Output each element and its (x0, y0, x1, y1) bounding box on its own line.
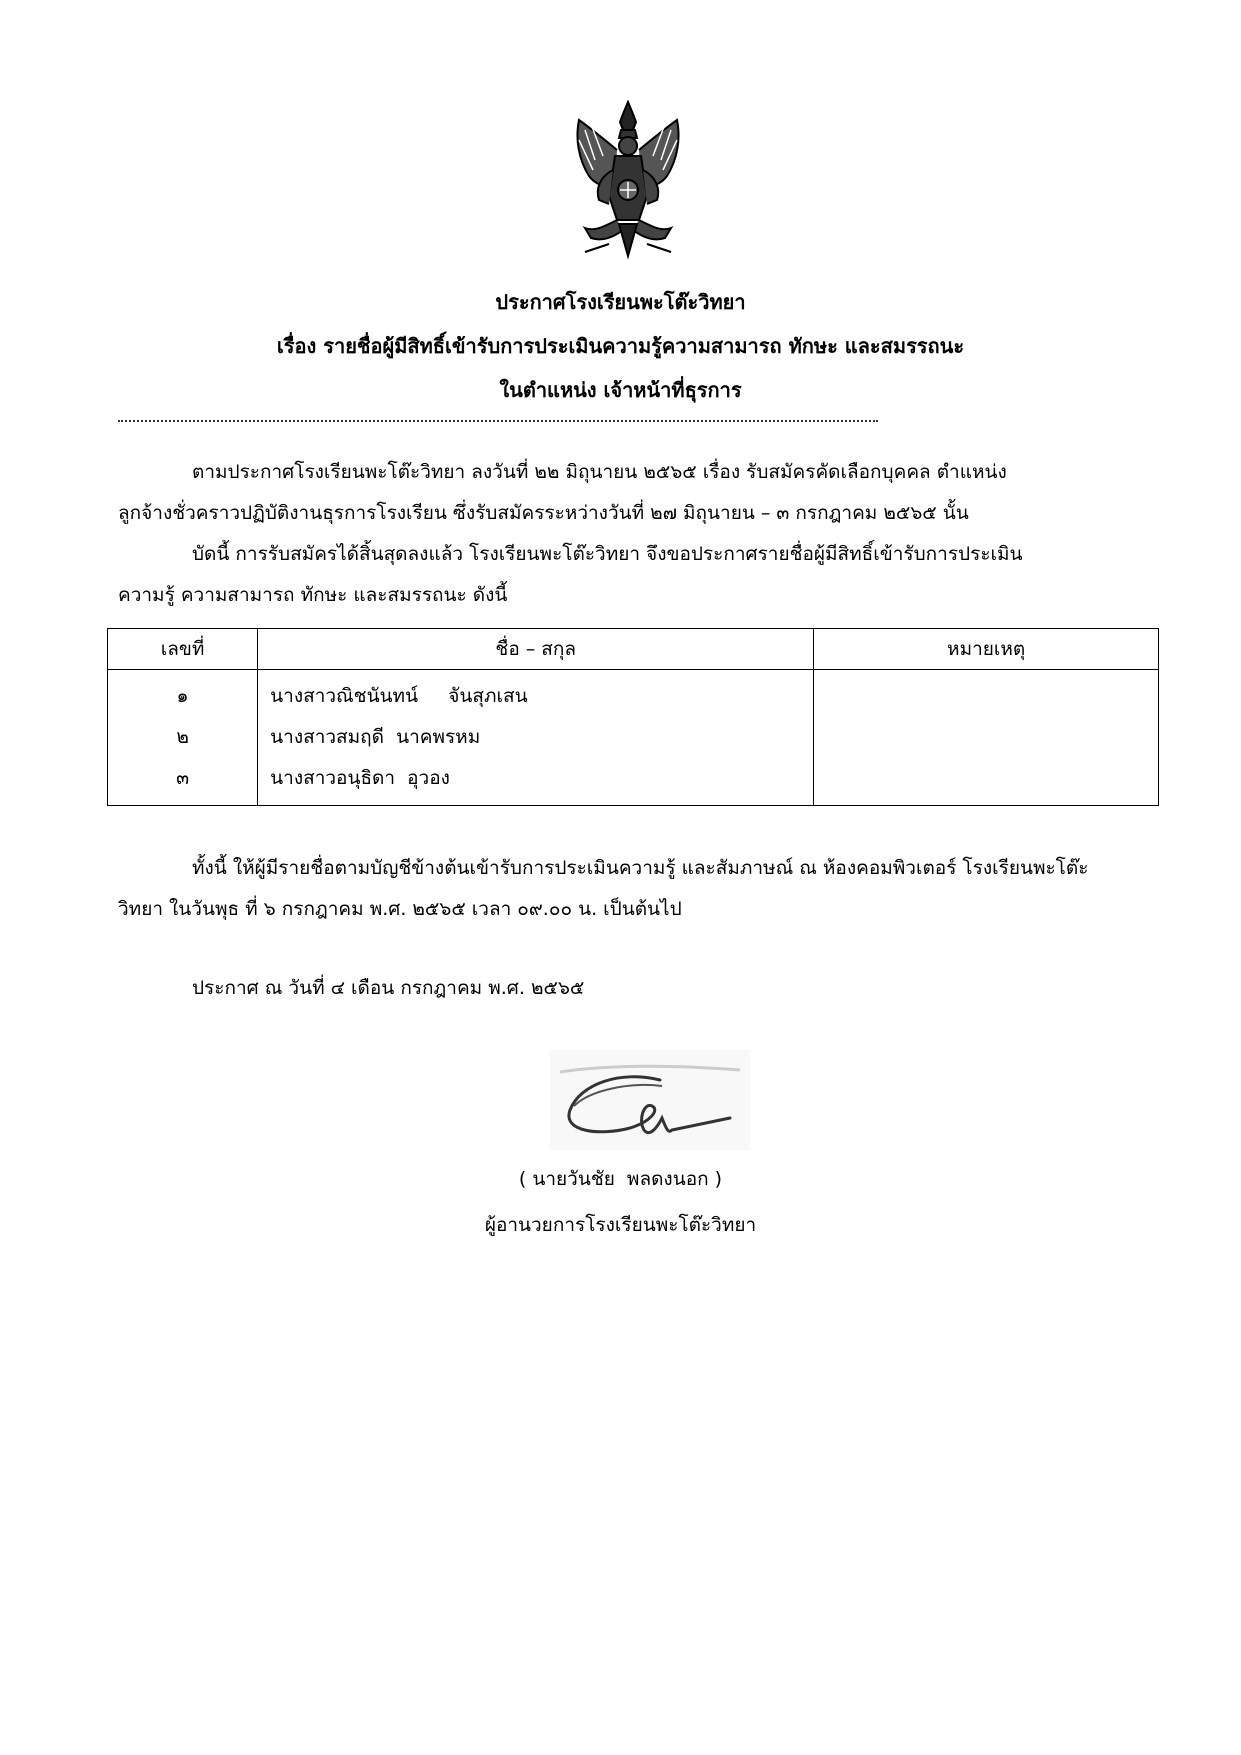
signer-name: ( นายวันชัย พลดงนอก ) (518, 1168, 723, 1190)
candidate-name: นางสาวสมฤดี นาคพรหม (270, 726, 481, 748)
separator-dotted-line (118, 420, 878, 422)
table-header-row (108, 629, 1159, 670)
signer-title: ผู้อานวยการโรงเรียนพะโต๊ะวิทยา (484, 1214, 757, 1236)
row-number: ๒ (176, 726, 189, 748)
paragraph-line: ลูกจ้างชั่วคราวปฏิบัติงานธุรการโรงเรียน ซึ่งรับสมัครระหว่างวันที่ ๒๗ มิถุนายน – ๓ กรกฎาคม ๒๕๖๕ นั้น (118, 502, 969, 524)
column-header-number: เลขที่ (108, 629, 258, 670)
column-header-name: ชื่อ – สกุล (258, 629, 814, 670)
garuda-emblem (565, 100, 691, 260)
announcement-subject: เรื่อง รายชื่อผู้มีสิทธิ์เข้ารับการประเมินความรู้ความสามารถ ทักษะ และสมรรถนะ (276, 334, 965, 358)
date-line: ประกาศ ณ วันที่ ๔ เดือน กรกฎาคม พ.ศ. ๒๕๖๕ (192, 977, 585, 999)
row-number: ๑ (176, 685, 189, 707)
candidate-name: นางสาวณิชนันทน์ จันสุภเสน (270, 685, 528, 707)
paragraph-line: วิทยา ในวันพุธ ที่ ๖ กรกฎาคม พ.ศ. ๒๕๖๕ เวลา ๐๙.๐๐ น. เป็นต้นไป (118, 898, 682, 920)
row-number: ๓ (176, 767, 190, 789)
announcement-date (118, 968, 1128, 1009)
candidate-table (107, 628, 1159, 806)
paragraph-line: ทั้งนี้ ให้ผู้มีรายชื่อตามบัญชีข้างต้นเข้ารับการประเมินความรู้ และสัมภาษณ์ ณ ห้องคอมพิวเตอร์ โรงเรียนพะโต๊ะ (192, 857, 1089, 879)
paragraph-background (118, 452, 1128, 616)
name-cell (258, 670, 814, 806)
signature-image (540, 1040, 760, 1160)
paragraph-instructions (118, 848, 1128, 930)
table-row (108, 670, 1159, 806)
announcement-position: ในตำแหน่ง เจ้าหน้าที่ธุรการ (499, 378, 742, 402)
paragraph-line: ความรู้ ความสามารถ ทักษะ และสมรรถนะ ดังนี้ (118, 584, 508, 606)
announcement-title: ประกาศโรงเรียนพะโต๊ะวิทยา (495, 290, 746, 314)
paragraph-line: ตามประกาศโรงเรียนพะโต๊ะวิทยา ลงวันที่ ๒๒ มิถุนายน ๒๕๖๕ เรื่อง รับสมัครคัดเลือกบุคคล ตำแหน่ง (192, 461, 1007, 483)
note-cell (814, 670, 1159, 806)
column-header-note: หมายเหตุ (814, 629, 1159, 670)
paragraph-line: บัดนี้ การรับสมัครได้สิ้นสุดลงแล้ว โรงเรียนพะโต๊ะวิทยา จึงขอประกาศรายชื่อผู้มีสิทธิ์เข้ารับการประเมิน (192, 543, 1023, 565)
number-cell (108, 670, 258, 806)
candidate-name: นางสาวอนุธิดา อุวอง (270, 767, 450, 789)
